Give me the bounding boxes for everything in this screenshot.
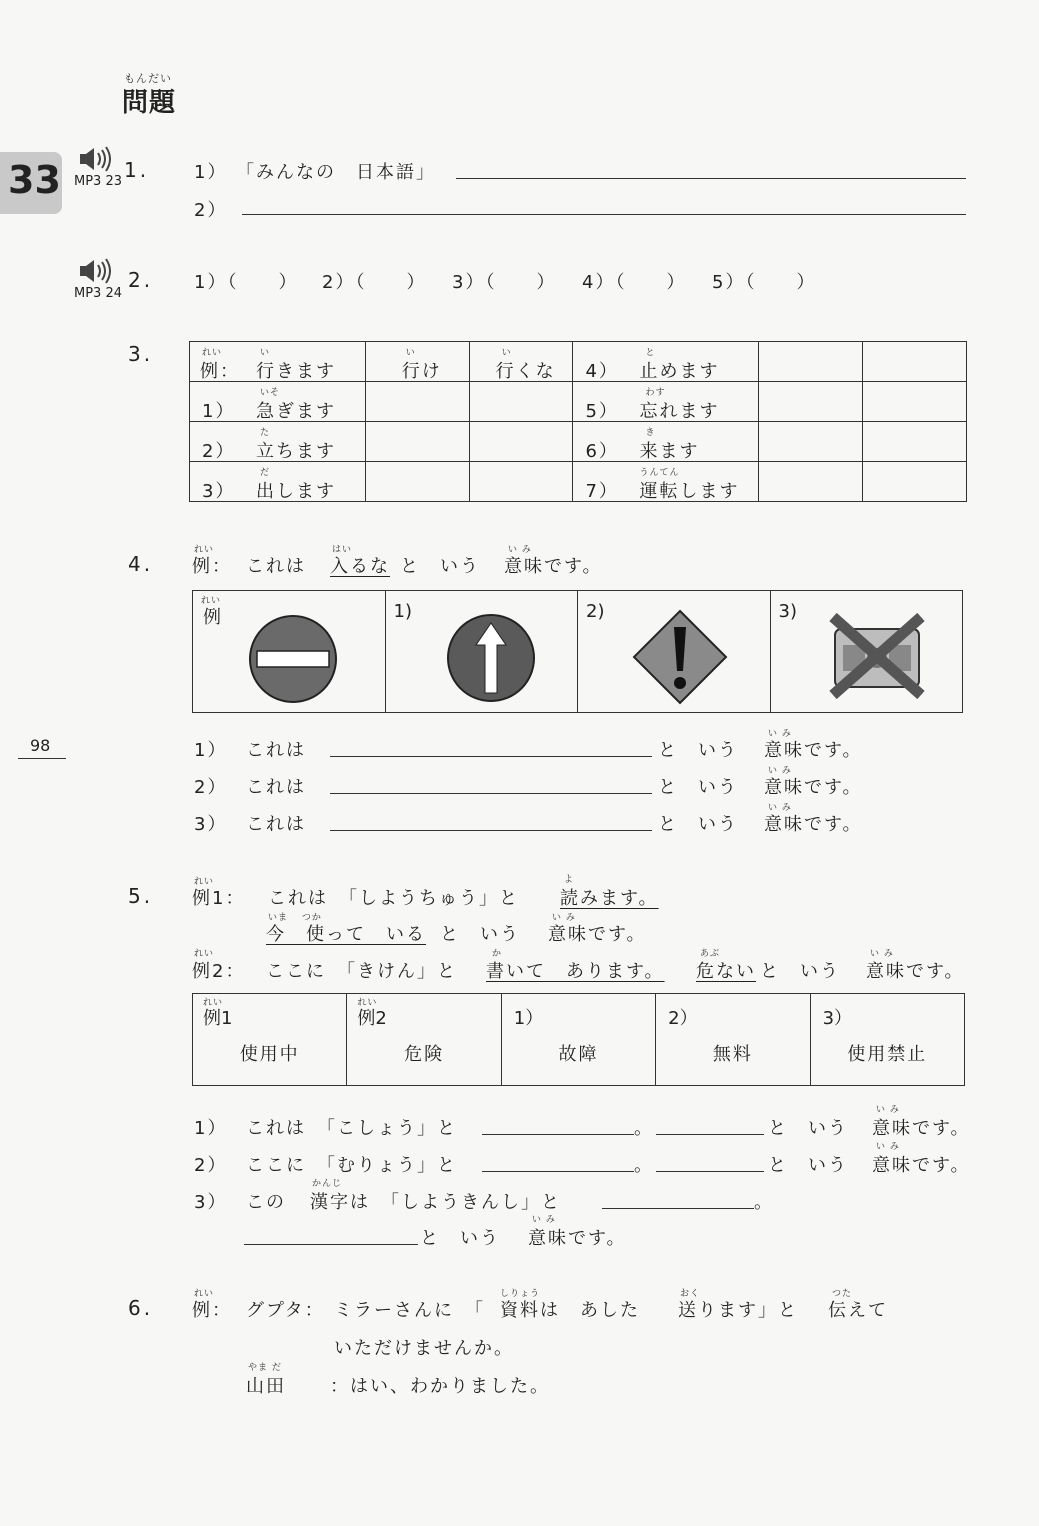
question-number: 2.: [128, 268, 154, 292]
item-label: 2）: [194, 777, 228, 798]
row-label: 6）: [585, 440, 619, 462]
item-text: 。: [754, 1192, 774, 1213]
example-answer: 書いて あります。: [486, 961, 665, 982]
question-number: 3.: [128, 342, 154, 366]
row-label: 5）: [585, 400, 619, 422]
sign-label: 3): [778, 601, 797, 622]
answer-cell[interactable]: [469, 382, 573, 422]
example-text: これは 「しようちゅう」と: [268, 888, 519, 909]
cell-label: 3）: [822, 1008, 853, 1029]
table-cell: 4） と 止めます: [573, 342, 759, 382]
question-number: 4.: [128, 552, 154, 576]
item-text: 漢字は 「しようきんし」と: [310, 1192, 561, 1213]
dialogue-text: 伝えて: [828, 1300, 888, 1321]
item-text: 。: [634, 1155, 654, 1176]
conjugation-table: [189, 341, 967, 502]
example-text: 意味です。: [548, 924, 647, 945]
item-text: 意味です。: [764, 814, 863, 835]
page-number: 98: [30, 736, 51, 755]
answer-cell[interactable]: [863, 462, 967, 502]
item-label: 3）: [194, 1192, 228, 1213]
example-text: と いう: [760, 961, 840, 982]
dialogue-text: 資料は あした: [500, 1300, 640, 1321]
item-text: と いう: [658, 740, 738, 761]
item-text: 。: [634, 1118, 654, 1139]
example-text: と いう: [440, 924, 520, 945]
page-title: 問題: [122, 88, 177, 118]
example-answer: 今 使って いる: [266, 924, 426, 945]
answer-cell[interactable]: [365, 422, 469, 462]
answer-line[interactable]: [602, 1208, 754, 1209]
item-text: 「みんなの 日本語」: [236, 162, 436, 183]
answer-cell[interactable]: [759, 422, 863, 462]
table-cell: 7） うんてん 運転します: [573, 462, 759, 502]
verb: 出します: [256, 480, 336, 502]
answer-choice[interactable]: 1）（ ）: [194, 272, 299, 293]
example-text: これは: [246, 556, 306, 577]
answer-choice[interactable]: 3）（ ）: [452, 272, 557, 293]
table-cell: 1） いそ 急ぎます: [190, 382, 366, 422]
question-number: 6.: [128, 1296, 154, 1320]
item-label: 1）: [194, 740, 228, 761]
example-label: 例：: [192, 556, 232, 577]
question-number: 5.: [128, 884, 154, 908]
answer-choice[interactable]: 4）（ ）: [582, 272, 687, 293]
row-label: 3）: [202, 480, 236, 502]
verb: 行きます: [256, 360, 336, 382]
answer-cell[interactable]: [365, 462, 469, 502]
sign-label: 2): [586, 601, 605, 622]
example-text: 意味です。: [504, 556, 603, 577]
audio-track-label: MP3 24: [74, 286, 123, 301]
item-label: 2）: [194, 1155, 228, 1176]
item-text: と いう: [420, 1228, 500, 1249]
table-cell: い 行け: [365, 342, 469, 382]
sign-cell: [385, 591, 578, 713]
kanji-word: 故障: [558, 1044, 599, 1065]
item-text: これは 「こしょう」と: [246, 1118, 457, 1139]
kanji-cell: [656, 994, 810, 1086]
sign-cell: [770, 591, 963, 713]
dialogue-text: 送ります」と: [678, 1300, 798, 1321]
item-text: と いう: [768, 1118, 848, 1139]
audio-track-label: MP3 23: [74, 174, 123, 189]
speaker-name: グプタ：: [246, 1300, 325, 1321]
table-cell: 6） き 来ます: [573, 422, 759, 462]
sign-table: [192, 590, 963, 713]
sign-label: 例: [203, 607, 221, 628]
answer-cell[interactable]: [759, 382, 863, 422]
row-label: 7）: [585, 480, 619, 502]
answer-cell[interactable]: [863, 382, 967, 422]
item-label: 3）: [194, 814, 228, 835]
table-cell: 2） た 立ちます: [190, 422, 366, 462]
verb: 立ちます: [256, 440, 336, 462]
cell-label: 例2: [357, 1008, 387, 1029]
example-text: と いう: [400, 556, 480, 577]
item-label: 1）: [194, 162, 228, 183]
sign-cell: れい 例: [193, 591, 386, 713]
no-entry-icon: [247, 613, 339, 705]
no-car-icon: [829, 613, 925, 699]
kanji-word: 使用禁止: [847, 1044, 928, 1065]
dialogue-text: ミラーさんに 「: [334, 1300, 485, 1321]
kanji-word: 無料: [712, 1044, 753, 1065]
item-text: 意味です。: [872, 1118, 971, 1139]
item-text: と いう: [658, 777, 738, 798]
item-text: 意味です。: [764, 777, 863, 798]
example-answer: 読みます。: [560, 888, 659, 909]
answer-line[interactable]: [330, 793, 652, 794]
row-label: 例：: [200, 360, 240, 382]
example-label: 例2：: [192, 961, 246, 982]
verb: 忘れます: [639, 400, 720, 422]
answer-line[interactable]: [330, 756, 652, 757]
kanji-table: [192, 993, 965, 1086]
answer-cell[interactable]: [863, 422, 967, 462]
row-label: 2）: [202, 440, 236, 462]
answer-line[interactable]: [482, 1171, 634, 1172]
item-label: 2）: [194, 200, 228, 221]
cell-label: 2）: [668, 1008, 698, 1029]
example-label: 例1：: [192, 888, 246, 909]
question-number: 1.: [124, 158, 150, 182]
example-text: 意味です。: [866, 961, 965, 982]
dialogue-text: ：はい、わかりました。: [330, 1376, 550, 1397]
row-label: 4）: [585, 360, 619, 382]
answer-cell[interactable]: [759, 342, 863, 382]
answer-cell[interactable]: [365, 382, 469, 422]
answer-line[interactable]: [330, 830, 652, 831]
item-text: と いう: [658, 814, 738, 835]
answer-choice[interactable]: 5）（ ）: [712, 272, 817, 293]
answer-line[interactable]: [242, 214, 966, 215]
table-cell: 3） だ 出します: [190, 462, 366, 502]
answer-cell[interactable]: [469, 422, 573, 462]
example-answer: 入るな: [330, 556, 390, 577]
verb: 運転します: [639, 480, 740, 502]
example-label: 例：: [192, 1300, 232, 1321]
item-text: これは: [246, 814, 306, 835]
one-way-arrow-icon: [444, 611, 538, 705]
answer-cell[interactable]: [469, 462, 573, 502]
lesson-number: 33: [8, 158, 61, 202]
warning-diamond-icon: [630, 607, 730, 707]
verb-form: 行くな: [495, 360, 556, 382]
cell-label: 1）: [513, 1008, 544, 1029]
item-text: この: [246, 1192, 286, 1213]
answer-line[interactable]: [456, 178, 966, 179]
row-label: 1）: [202, 400, 236, 422]
kanji-cell: [501, 994, 655, 1086]
answer-line[interactable]: [656, 1134, 764, 1135]
item-text: 意味です。: [764, 740, 863, 761]
verb: 来ます: [639, 440, 700, 462]
table-cell: 5） わす 忘れます: [573, 382, 759, 422]
kanji-cell: れい 例2 危険: [347, 994, 501, 1086]
cell-label: 例1: [203, 1008, 233, 1029]
item-text: と いう: [768, 1155, 848, 1176]
kanji-cell: [810, 994, 964, 1086]
dialogue-text: いただけませんか。: [334, 1338, 514, 1359]
sign-label: 1): [393, 601, 412, 622]
example-text: ここに 「きけん」と: [266, 961, 457, 982]
example-answer: 危ない: [696, 961, 756, 982]
answer-cell[interactable]: [863, 342, 967, 382]
table-cell: れい 例： い 行きます: [190, 342, 366, 382]
item-label: 1）: [194, 1118, 228, 1139]
kanji-word: 危険: [404, 1044, 445, 1065]
item-text: これは: [246, 777, 306, 798]
kanji-word: 使用中: [239, 1044, 300, 1065]
item-text: これは: [246, 740, 306, 761]
table-cell: い 行くな: [469, 342, 573, 382]
item-text: 意味です。: [872, 1155, 971, 1176]
title-furigana: もんだい: [124, 72, 172, 85]
answer-line[interactable]: [244, 1244, 418, 1245]
verb: 急ぎます: [256, 400, 336, 422]
answer-line[interactable]: [656, 1171, 764, 1172]
answer-cell[interactable]: [759, 462, 863, 502]
sign-cell: [578, 591, 771, 713]
item-text: ここに 「むりょう」と: [246, 1155, 457, 1176]
answer-choice[interactable]: 2）（ ）: [322, 272, 427, 293]
verb: 止めます: [639, 360, 720, 382]
item-text: 意味です。: [528, 1228, 627, 1249]
page-number-rule: [18, 758, 66, 759]
verb-form: 行け: [401, 360, 442, 382]
answer-line[interactable]: [482, 1134, 634, 1135]
speaker-name: 山田: [246, 1376, 286, 1397]
kanji-cell: れい 例1 使用中: [193, 994, 347, 1086]
